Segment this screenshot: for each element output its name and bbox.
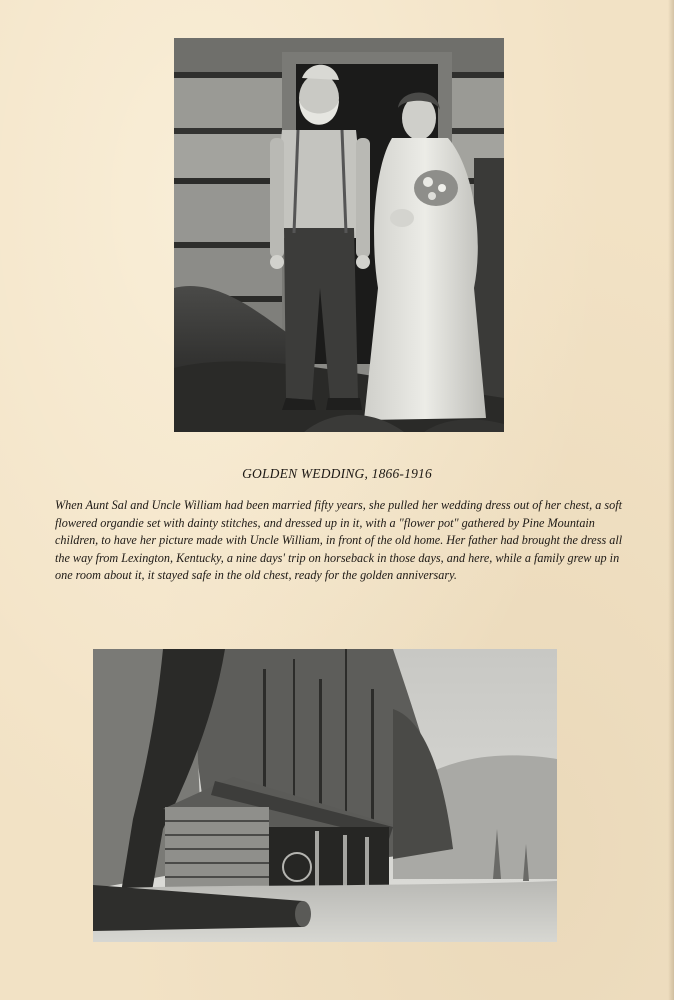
wedding-couple-photo [174, 38, 504, 432]
cabin-photo-drawing [93, 649, 557, 942]
photo-caption: GOLDEN WEDDING, 1866-1916 [242, 466, 432, 481]
log-cabin-photo [93, 649, 557, 942]
caption-description: When Aunt Sal and Uncle William had been married fifty years, she pulled her wedding dress out of her chest, a soft flowered organdie set with dainty stitches, and dressed up in it, with a "flower pot" gathered by Pine Mountain children, to have her picture made with Uncle William, in front of the old home. Her father had brought the dress all the way from Lexington, Kentucky, a nine days' trip on horseback in those days, and here, while a family grew up in one room about it, it stayed safe in the old chest, ready for the golden anniversary. [55, 498, 623, 583]
wedding-photo-drawing [174, 38, 504, 432]
page-edge-shadow [668, 0, 674, 1000]
